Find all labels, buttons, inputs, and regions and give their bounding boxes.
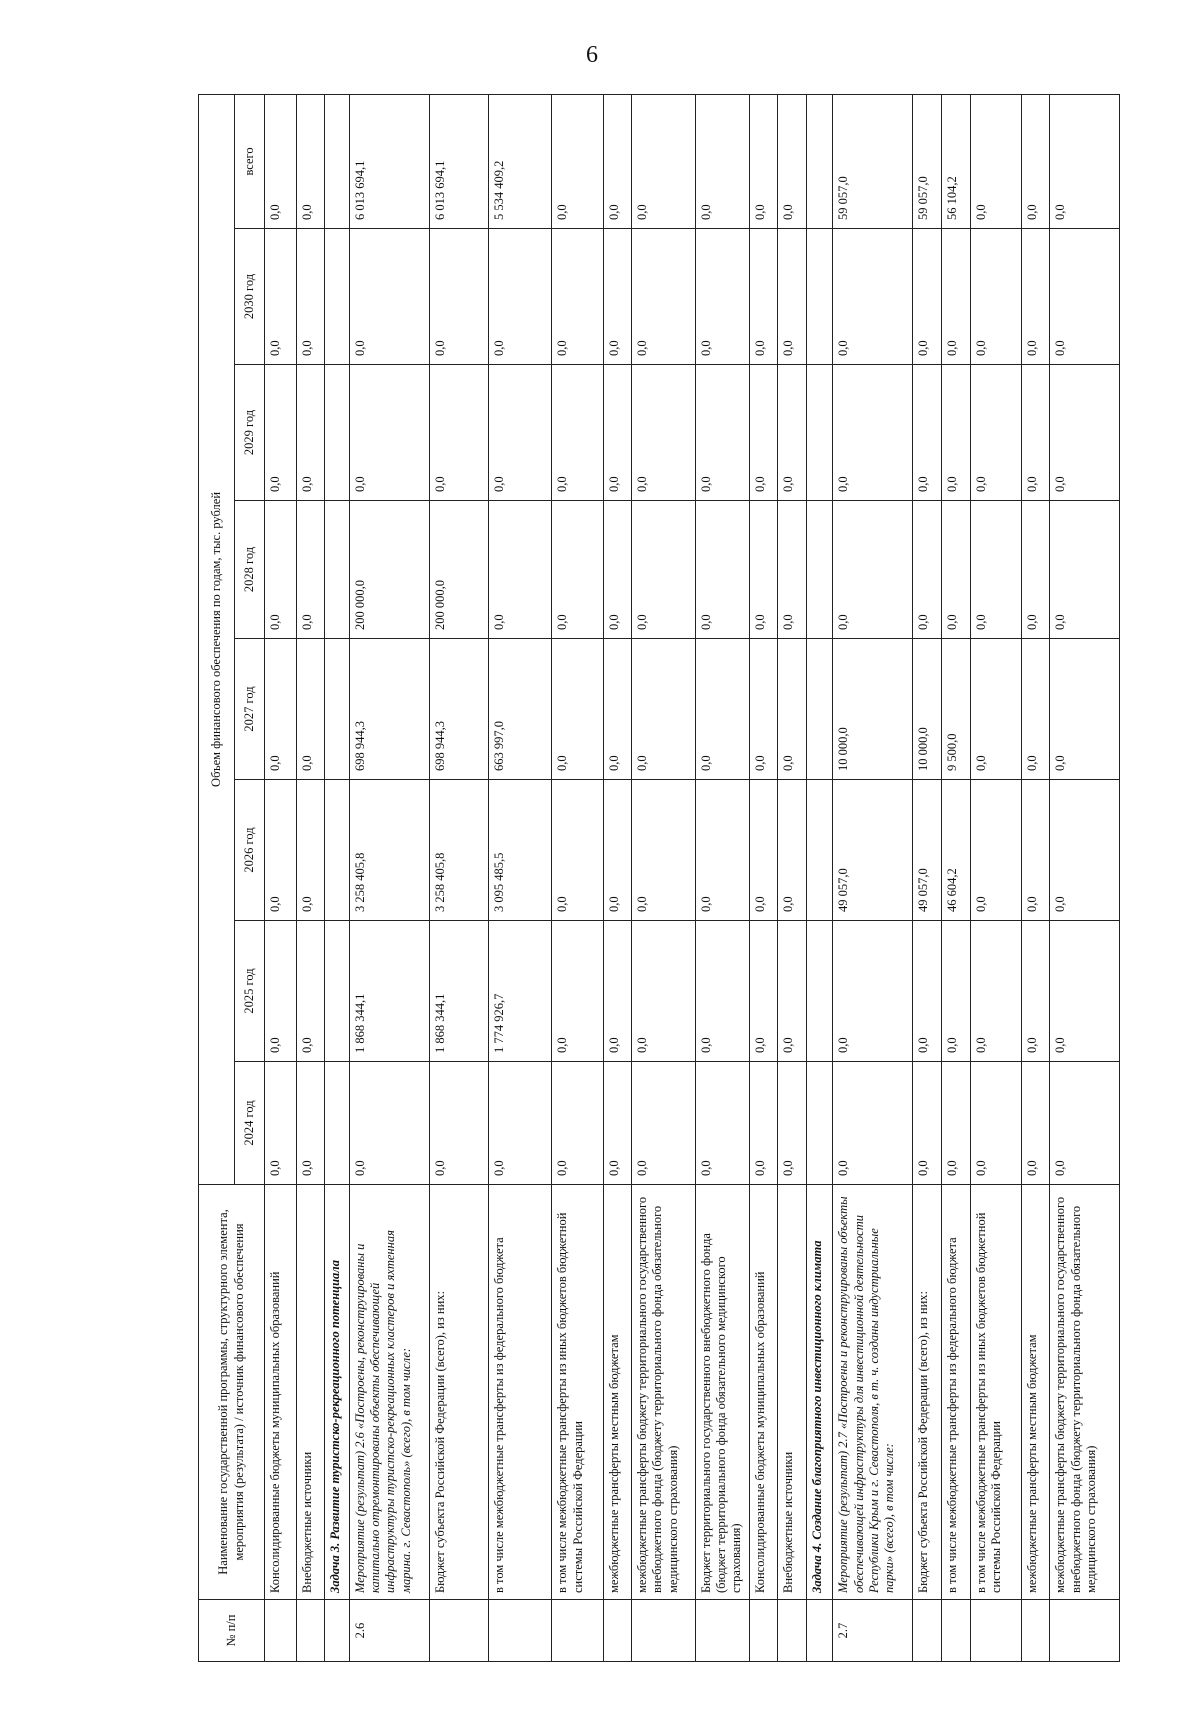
row-value: 0,0 xyxy=(778,229,807,365)
row-name: в том числе межбюджетные трансферты из федерального бюджета xyxy=(489,1185,552,1600)
row-value: 0,0 xyxy=(970,639,1021,780)
measure-row xyxy=(349,94,429,1661)
row-value: 0,0 xyxy=(296,1062,325,1185)
row-value: 0,0 xyxy=(603,639,632,780)
row-name: в том числе межбюджетные трансферты из федерального бюджета xyxy=(941,1185,970,1600)
row-value: 663 997,0 xyxy=(489,639,552,780)
row-value: 0,0 xyxy=(749,229,778,365)
row-value: 0,0 xyxy=(296,229,325,365)
row-value: 0,0 xyxy=(778,365,807,501)
row-total: 0,0 xyxy=(1050,94,1120,228)
header-year: 2028 год xyxy=(235,501,265,639)
row-value: 0,0 xyxy=(632,639,695,780)
row-value: 0,0 xyxy=(695,501,749,639)
row-value: 0,0 xyxy=(941,501,970,639)
row-value: 0,0 xyxy=(695,229,749,365)
row-value: 0,0 xyxy=(1021,501,1050,639)
row-value xyxy=(325,229,350,365)
row-value: 0,0 xyxy=(489,501,552,639)
row-total: 59 057,0 xyxy=(833,94,913,228)
row-number: 2.7 xyxy=(833,1600,913,1662)
row-value xyxy=(806,501,833,639)
row-value: 0,0 xyxy=(265,501,297,639)
task-row xyxy=(806,94,833,1661)
row-value: 0,0 xyxy=(970,365,1021,501)
table-row xyxy=(632,94,695,1661)
row-number xyxy=(552,1600,603,1662)
row-name: Консолидированные бюджеты муниципальных образований xyxy=(749,1185,778,1600)
row-value: 0,0 xyxy=(632,501,695,639)
row-value: 0,0 xyxy=(833,1062,913,1185)
row-number xyxy=(941,1600,970,1662)
row-value xyxy=(325,921,350,1062)
row-value: 0,0 xyxy=(695,639,749,780)
row-value: 0,0 xyxy=(695,365,749,501)
header-year: 2026 год xyxy=(235,780,265,921)
row-number xyxy=(695,1600,749,1662)
row-value: 0,0 xyxy=(749,1062,778,1185)
row-value: 0,0 xyxy=(1050,229,1120,365)
row-total xyxy=(325,94,350,228)
row-value: 698 944,3 xyxy=(349,639,429,780)
row-total: 0,0 xyxy=(552,94,603,228)
row-name: Консолидированные бюджеты муниципальных образований xyxy=(265,1185,297,1600)
row-value xyxy=(806,921,833,1062)
row-total: 0,0 xyxy=(695,94,749,228)
row-number xyxy=(489,1600,552,1662)
header-no: № п/п xyxy=(199,1600,265,1662)
row-value: 0,0 xyxy=(429,1062,488,1185)
row-value: 0,0 xyxy=(552,229,603,365)
row-value: 1 774 926,7 xyxy=(489,921,552,1062)
row-value: 0,0 xyxy=(970,229,1021,365)
row-value xyxy=(806,365,833,501)
table-body xyxy=(265,94,1120,1661)
row-number xyxy=(265,1600,297,1662)
row-total: 6 013 694,1 xyxy=(429,94,488,228)
row-value: 0,0 xyxy=(1050,921,1120,1062)
row-value: 0,0 xyxy=(778,1062,807,1185)
row-value: 200 000,0 xyxy=(349,501,429,639)
row-name: Мероприятие (результат) 2.6 «Построены, реконструированы и капитально отремонтированы объекты обеспечивающей инфраструктуры туристско-рекреационных кластеров и яхтенная марина. г. Севастополь» (всего), в том числе: xyxy=(349,1185,429,1600)
row-value: 0,0 xyxy=(695,1062,749,1185)
table-row xyxy=(429,94,488,1661)
table-row xyxy=(941,94,970,1661)
row-value: 0,0 xyxy=(552,921,603,1062)
row-name: в том числе межбюджетные трансферты из иных бюджетов бюджетной системы Российской Федерации xyxy=(970,1185,1021,1600)
row-value: 1 868 344,1 xyxy=(429,921,488,1062)
row-value: 0,0 xyxy=(778,639,807,780)
row-total: 0,0 xyxy=(265,94,297,228)
row-value: 0,0 xyxy=(265,1062,297,1185)
row-value: 0,0 xyxy=(941,365,970,501)
row-value: 0,0 xyxy=(1050,501,1120,639)
row-value: 0,0 xyxy=(1021,639,1050,780)
row-number xyxy=(296,1600,325,1662)
row-value: 0,0 xyxy=(349,1062,429,1185)
row-value: 0,0 xyxy=(970,780,1021,921)
row-value: 0,0 xyxy=(632,365,695,501)
row-name: Бюджет субъекта Российской Федерации (всего), из них: xyxy=(429,1185,488,1600)
header-volume: Объем финансового обеспечения по годам, тыс. рублей xyxy=(199,94,235,1184)
table-row xyxy=(1021,94,1050,1661)
row-value: 0,0 xyxy=(1021,921,1050,1062)
row-value xyxy=(325,501,350,639)
row-value: 10 000,0 xyxy=(833,639,913,780)
row-value: 0,0 xyxy=(265,780,297,921)
table-row xyxy=(489,94,552,1661)
row-value: 0,0 xyxy=(833,501,913,639)
row-value xyxy=(806,229,833,365)
table-row xyxy=(778,94,807,1661)
row-value: 0,0 xyxy=(265,639,297,780)
row-value: 0,0 xyxy=(1050,639,1120,780)
row-total: 59 057,0 xyxy=(913,94,942,228)
row-value: 0,0 xyxy=(695,780,749,921)
row-value: 0,0 xyxy=(970,1062,1021,1185)
row-value: 0,0 xyxy=(913,501,942,639)
row-value: 0,0 xyxy=(429,229,488,365)
row-name: Внебюджетные источники xyxy=(778,1185,807,1600)
rotated-table-wrapper xyxy=(198,95,1120,1662)
row-value: 0,0 xyxy=(265,921,297,1062)
row-name: межбюджетные трансферты бюджету территориального государственного внебюджетного фонда (бюджету территориального фонда обязательного медицинского страхования) xyxy=(1050,1185,1120,1600)
financing-table xyxy=(198,94,1120,1662)
row-value: 0,0 xyxy=(970,501,1021,639)
row-name: межбюджетные трансферты местным бюджетам xyxy=(603,1185,632,1600)
row-total: 5 534 409,2 xyxy=(489,94,552,228)
table-row xyxy=(695,94,749,1661)
row-value xyxy=(325,1062,350,1185)
row-name: Внебюджетные источники xyxy=(296,1185,325,1600)
table-row xyxy=(913,94,942,1661)
row-value: 0,0 xyxy=(632,921,695,1062)
row-value: 0,0 xyxy=(489,229,552,365)
header-row-1 xyxy=(199,94,235,1661)
row-value: 0,0 xyxy=(632,780,695,921)
row-name: межбюджетные трансферты местным бюджетам xyxy=(1021,1185,1050,1600)
row-value: 0,0 xyxy=(913,229,942,365)
row-value: 0,0 xyxy=(778,501,807,639)
row-value: 0,0 xyxy=(552,365,603,501)
rotated-table-container xyxy=(198,95,1120,1662)
row-value: 0,0 xyxy=(913,1062,942,1185)
row-value: 0,0 xyxy=(603,229,632,365)
row-value: 0,0 xyxy=(552,1062,603,1185)
row-total: 0,0 xyxy=(970,94,1021,228)
row-value: 0,0 xyxy=(296,639,325,780)
row-value xyxy=(325,365,350,501)
row-value: 49 057,0 xyxy=(913,780,942,921)
row-value: 0,0 xyxy=(913,921,942,1062)
row-value: 0,0 xyxy=(265,365,297,501)
row-total: 56 104,2 xyxy=(941,94,970,228)
row-value: 0,0 xyxy=(296,921,325,1062)
row-total: 0,0 xyxy=(749,94,778,228)
row-value: 0,0 xyxy=(489,1062,552,1185)
row-value: 0,0 xyxy=(552,639,603,780)
row-value xyxy=(325,639,350,780)
row-name: Бюджет территориального государственного внебюджетного фонда (бюджет территориального фонда обязательного медицинского страхования) xyxy=(695,1185,749,1600)
row-value: 200 000,0 xyxy=(429,501,488,639)
row-value: 0,0 xyxy=(1050,365,1120,501)
row-value: 3 258 405,8 xyxy=(349,780,429,921)
table-row xyxy=(265,94,297,1661)
row-value xyxy=(806,1062,833,1185)
header-year: 2024 год xyxy=(235,1062,265,1185)
row-value xyxy=(325,780,350,921)
header-year: 2025 год xyxy=(235,921,265,1062)
row-value: 0,0 xyxy=(749,501,778,639)
row-value: 0,0 xyxy=(749,365,778,501)
row-number xyxy=(632,1600,695,1662)
row-value: 46 604,2 xyxy=(941,780,970,921)
row-value: 0,0 xyxy=(632,229,695,365)
header-year: 2029 год xyxy=(235,365,265,501)
row-value: 0,0 xyxy=(695,921,749,1062)
row-total xyxy=(806,94,833,228)
row-value: 0,0 xyxy=(1021,365,1050,501)
row-value: 0,0 xyxy=(603,921,632,1062)
row-number xyxy=(913,1600,942,1662)
row-name: Задача 4. Создание благоприятного инвестиционного климата xyxy=(806,1185,833,1600)
row-value: 0,0 xyxy=(632,1062,695,1185)
row-value: 0,0 xyxy=(833,229,913,365)
row-value xyxy=(806,780,833,921)
row-value: 3 258 405,8 xyxy=(429,780,488,921)
row-value: 0,0 xyxy=(603,365,632,501)
measure-row xyxy=(833,94,913,1661)
row-value: 0,0 xyxy=(552,780,603,921)
table-row xyxy=(296,94,325,1661)
row-total: 0,0 xyxy=(296,94,325,228)
row-value: 0,0 xyxy=(1050,780,1120,921)
row-value: 0,0 xyxy=(349,365,429,501)
row-name: межбюджетные трансферты бюджету территориального государственного внебюджетного фонда (бюджету территориального фонда обязательного медицинского страхования) xyxy=(632,1185,695,1600)
header-name: Наименование государственной программы, структурного элемента, мероприятия (результата) / источник финансового обеспечения xyxy=(199,1185,265,1600)
row-number xyxy=(1021,1600,1050,1662)
row-value: 0,0 xyxy=(941,1062,970,1185)
row-name: в том числе межбюджетные трансферты из иных бюджетов бюджетной системы Российской Федерации xyxy=(552,1185,603,1600)
header-total: всего xyxy=(235,94,265,228)
row-value: 0,0 xyxy=(296,365,325,501)
row-value: 9 500,0 xyxy=(941,639,970,780)
row-number xyxy=(778,1600,807,1662)
row-value: 0,0 xyxy=(1021,229,1050,365)
row-value: 0,0 xyxy=(749,780,778,921)
table-row xyxy=(552,94,603,1661)
row-name: Бюджет субъекта Российской Федерации (всего), из них: xyxy=(913,1185,942,1600)
row-value: 0,0 xyxy=(296,501,325,639)
row-number xyxy=(1050,1600,1120,1662)
row-value: 0,0 xyxy=(603,501,632,639)
row-value: 0,0 xyxy=(603,1062,632,1185)
row-value: 0,0 xyxy=(265,229,297,365)
task-row xyxy=(325,94,350,1661)
row-value xyxy=(806,639,833,780)
header-year: 2027 год xyxy=(235,639,265,780)
page-number: 6 xyxy=(586,42,598,68)
row-number xyxy=(429,1600,488,1662)
row-name: Задача 3. Развитие туристско-рекреационного потенциала xyxy=(325,1185,350,1600)
row-total: 6 013 694,1 xyxy=(349,94,429,228)
table-row xyxy=(1050,94,1120,1661)
row-total: 0,0 xyxy=(778,94,807,228)
row-number: 2.6 xyxy=(349,1600,429,1662)
row-value: 0,0 xyxy=(603,780,632,921)
row-value: 0,0 xyxy=(913,365,942,501)
row-value: 0,0 xyxy=(749,921,778,1062)
row-number xyxy=(325,1600,350,1662)
row-total: 0,0 xyxy=(603,94,632,228)
row-value: 0,0 xyxy=(970,921,1021,1062)
row-value: 1 868 344,1 xyxy=(349,921,429,1062)
row-value: 0,0 xyxy=(489,365,552,501)
table-row xyxy=(749,94,778,1661)
row-value: 0,0 xyxy=(941,921,970,1062)
row-value: 0,0 xyxy=(296,780,325,921)
row-value: 0,0 xyxy=(778,921,807,1062)
row-value: 10 000,0 xyxy=(913,639,942,780)
row-total: 0,0 xyxy=(1021,94,1050,228)
row-number xyxy=(970,1600,1021,1662)
row-value: 0,0 xyxy=(349,229,429,365)
row-name: Мероприятие (результат) 2.7 «Построены и реконструированы объекты обеспечивающей инфраструктуры для инвестиционной деятельности Республики Крым и г. Севастополя, в т. ч. созданы индустриальные парки» (всего), в том числе: xyxy=(833,1185,913,1600)
row-value: 698 944,3 xyxy=(429,639,488,780)
row-number xyxy=(806,1600,833,1662)
row-value: 0,0 xyxy=(1021,780,1050,921)
row-number xyxy=(603,1600,632,1662)
row-value: 0,0 xyxy=(833,921,913,1062)
table-row xyxy=(603,94,632,1661)
row-value: 0,0 xyxy=(778,780,807,921)
header-year: 2030 год xyxy=(235,229,265,365)
row-value: 0,0 xyxy=(1021,1062,1050,1185)
row-number xyxy=(749,1600,778,1662)
row-total: 0,0 xyxy=(632,94,695,228)
row-value: 0,0 xyxy=(941,229,970,365)
table-row xyxy=(970,94,1021,1661)
row-value: 0,0 xyxy=(833,365,913,501)
row-value: 0,0 xyxy=(749,639,778,780)
row-value: 0,0 xyxy=(1050,1062,1120,1185)
row-value: 0,0 xyxy=(429,365,488,501)
row-value: 0,0 xyxy=(552,501,603,639)
row-value: 49 057,0 xyxy=(833,780,913,921)
row-value: 3 095 485,5 xyxy=(489,780,552,921)
